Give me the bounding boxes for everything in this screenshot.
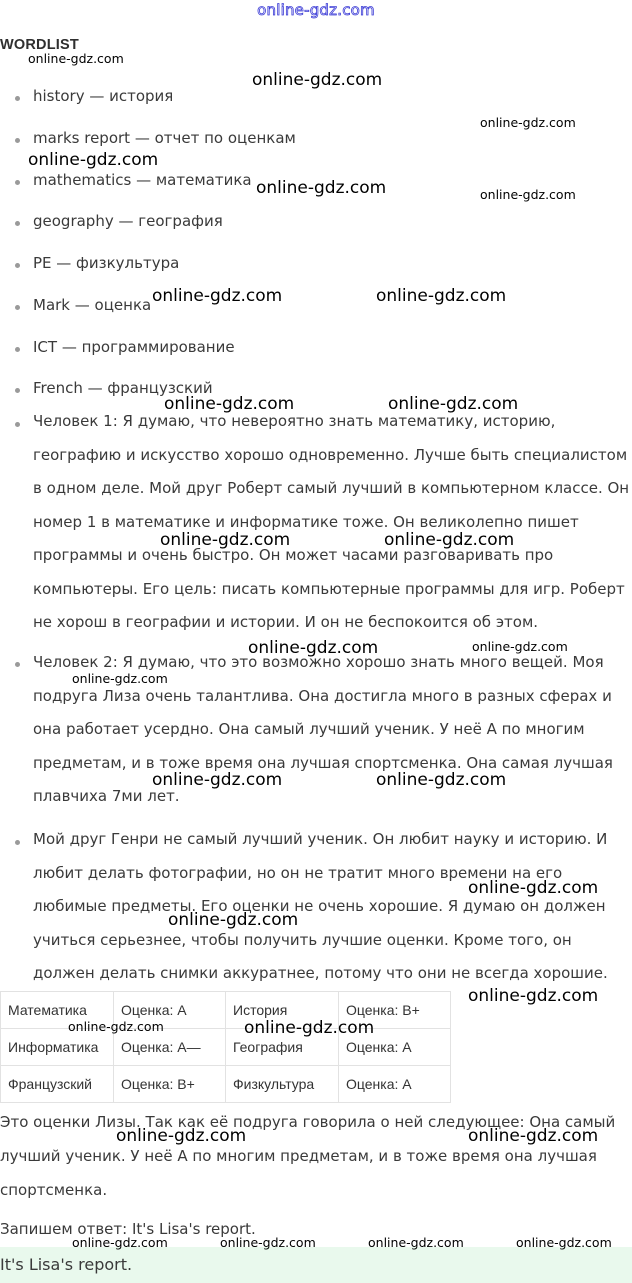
answer-text: It's Lisa's report. (0, 1255, 133, 1274)
table-cell: Информатика (1, 1029, 114, 1066)
table-row (1, 1066, 451, 1103)
bullet-icon (15, 138, 20, 143)
watermark: online-gdz.com (480, 115, 576, 130)
watermark: online-gdz.com (72, 671, 168, 686)
watermark: online-gdz.com (152, 286, 283, 306)
grades-table (0, 991, 451, 1103)
watermark: online-gdz.com (68, 1019, 164, 1034)
bullet-icon (15, 840, 20, 845)
table-cell: Оценка: A— (114, 1029, 226, 1066)
watermark: online-gdz.com (28, 51, 124, 66)
watermark: online-gdz.com (480, 187, 576, 202)
table-cell: История (226, 992, 339, 1029)
bullet-icon (15, 221, 20, 226)
table-cell: Физкультура (226, 1066, 339, 1103)
watermark: online-gdz.com (168, 910, 299, 930)
bullet-icon (15, 263, 20, 268)
watermark: online-gdz.com (384, 530, 515, 550)
watermark: online-gdz.com (468, 878, 599, 898)
table-cell: География (226, 1029, 339, 1066)
table-cell: Оценка: A (339, 1066, 451, 1103)
watermark: online-gdz.com (472, 639, 568, 654)
wordlist-item: history — история (33, 87, 174, 105)
wordlist-item: PE — физкультура (33, 254, 180, 272)
wordlist-item: ICT — программирование (33, 338, 235, 356)
answer-box (0, 1247, 632, 1283)
watermark: online-gdz.com (468, 986, 599, 1006)
watermark: online-gdz.com (244, 1018, 375, 1038)
watermark: online-gdz.com (164, 394, 295, 414)
paragraph-henry: Мой друг Генри не самый лучший ученик. Он любит науку и историю. И любит делать фотографии, но он не тратит много времени на его любимые предметы. Его оценки не очень хорошие. Я думаю он должен учиться серьезнее, чтобы получить лучшие оценки. Кроме того, он должен делать снимки аккуратнее, потому что они не всегда хорошие. (33, 830, 608, 982)
watermark: online-gdz.com (516, 1235, 612, 1250)
bullet-icon (15, 347, 20, 352)
explanation-text: Это оценки Лизы. Так как её подруга говорила о ней следующее: Она самый лучший ученик. У неё А по многим предметам, и в тоже время она лучшая спортсменка. (0, 1113, 616, 1199)
wordlist-item: Mark — оценка (33, 296, 152, 314)
bullet-icon (15, 388, 20, 393)
paragraph-person-2: Человек 2: Я думаю, что это возможно хорошо знать много вещей. Моя подруга Лиза очень талантлива. Она достигла много в разных сферах и она работает усердно. Она самый лучший ученик. У неё А по многим предметам, и в тоже время она лучшая спортсменка. Она самая лучшая плавчиха 7ми лет. (33, 653, 613, 805)
table-cell: Оценка: B+ (339, 992, 451, 1029)
bullet-icon (15, 422, 20, 427)
paragraph-person-1: Человек 1: Я думаю, что невероятно знать математику, историю, географию и искусство хорошо одновременно. Лучше быть специалистом в одном деле. Мой друг Роберт самый лучший в компьютерном классе. Он номер 1 в математике и информатике тоже. Он великолепно пишет программы и очень быстро. Он может часами разговаривать про компьютеры. Его цель: писать компьютерные программы для игр. Роберт не хорош в географии и истории. И он не беспокоится об этом. (33, 412, 630, 631)
answer-line: Запишем ответ: It's Lisa's report. (0, 1220, 256, 1238)
wordlist-item: marks report — отчет по оценкам (33, 129, 296, 147)
watermark: online-gdz.com (468, 1126, 599, 1146)
table-row (1, 1029, 451, 1066)
wordlist-heading: WORDLIST (0, 37, 79, 53)
table-cell: Оценка: A (114, 992, 226, 1029)
watermark: online-gdz.com (256, 178, 387, 198)
table-cell: Математика (1, 992, 114, 1029)
watermark: online-gdz.com (376, 286, 507, 306)
wordlist-item: geography — география (33, 212, 223, 230)
table-cell: Оценка: B+ (114, 1066, 226, 1103)
bullet-icon (15, 96, 20, 101)
wordlist-item: mathematics — математика (33, 171, 252, 189)
watermark: online-gdz.com (248, 638, 379, 658)
watermark: online-gdz.com (72, 1235, 168, 1250)
watermark: online-gdz.com (160, 530, 291, 550)
table-cell: Французский (1, 1066, 114, 1103)
watermark: online-gdz.com (368, 1235, 464, 1250)
watermark: online-gdz.com (152, 770, 283, 790)
site-header[interactable]: online-gdz.com (257, 1, 375, 19)
bullet-icon (15, 662, 20, 667)
watermark: online-gdz.com (220, 1235, 316, 1250)
bullet-icon (15, 180, 20, 185)
watermark: online-gdz.com (116, 1126, 247, 1146)
bullet-icon (15, 305, 20, 310)
wordlist-item: French — французский (33, 379, 213, 397)
watermark: online-gdz.com (28, 150, 159, 170)
watermark: online-gdz.com (376, 770, 507, 790)
watermark: online-gdz.com (252, 70, 383, 90)
table-cell: Оценка: A (339, 1029, 451, 1066)
watermark: online-gdz.com (388, 394, 519, 414)
